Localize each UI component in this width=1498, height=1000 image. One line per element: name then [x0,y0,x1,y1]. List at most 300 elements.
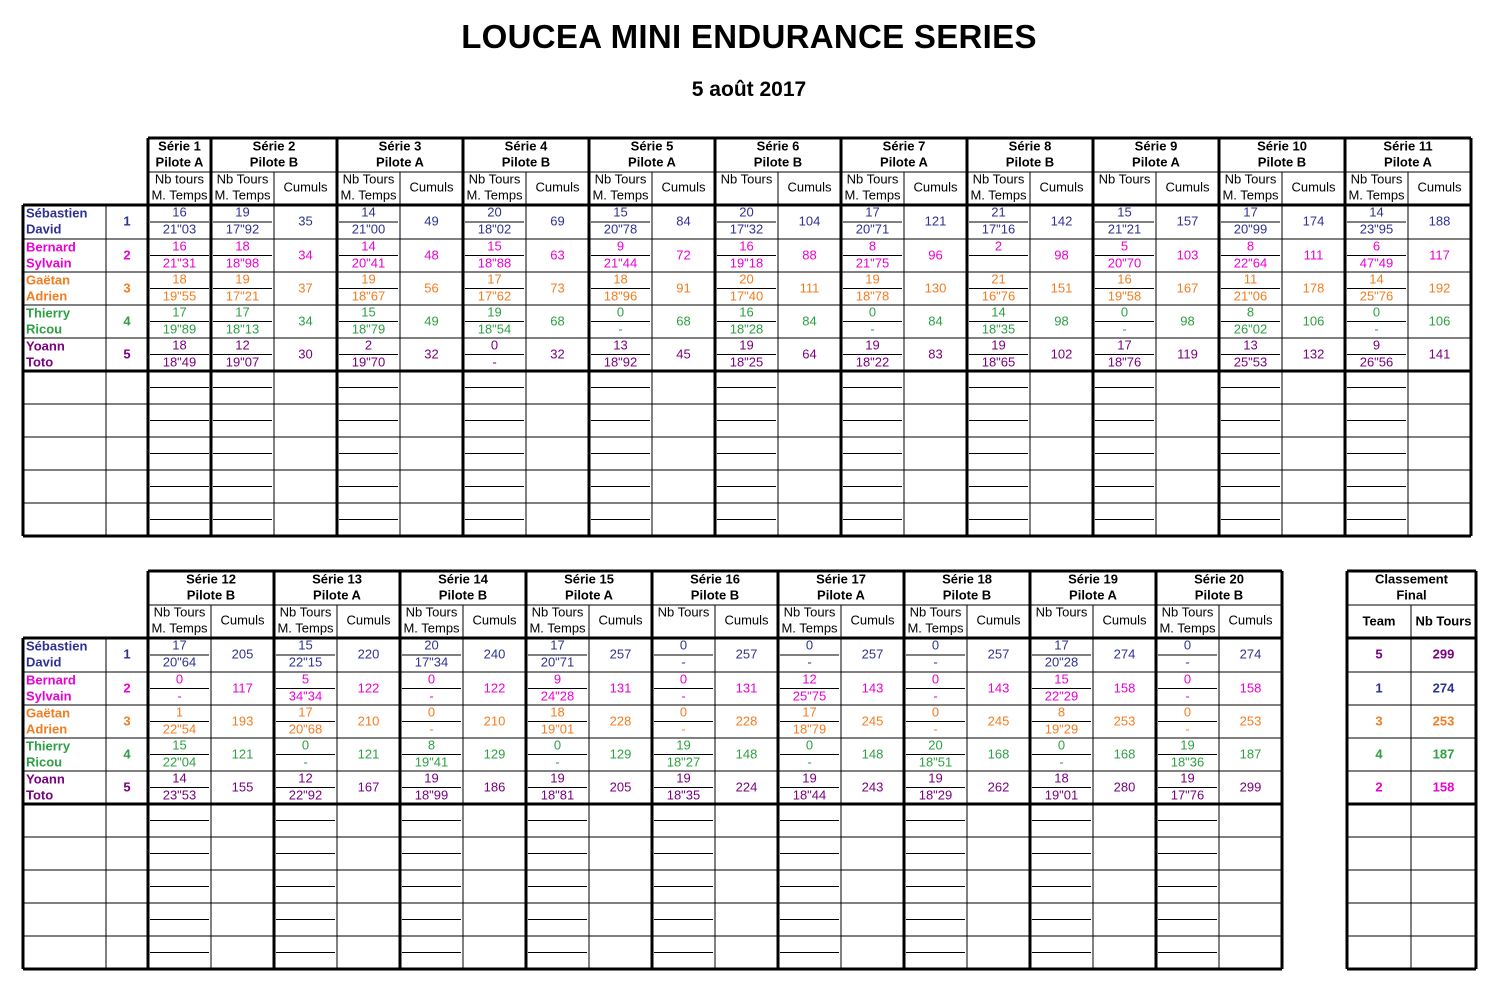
series-name: Série 9 [1134,138,1178,154]
pilot-name: Bernard [26,672,76,688]
nb-tours-value: 19 [865,271,880,287]
m-temps-header: M. Temps [214,187,271,203]
classement-table [1345,569,1478,971]
nb-tours-value: 0 [1120,304,1129,320]
m-temps-value: - [1185,654,1190,670]
cumuls-header: Cumuls [598,612,643,628]
cumul-value: 243 [861,779,884,795]
nb-tours-value: 17 [802,704,817,720]
cumuls-header: Cumuls [409,179,454,195]
cumuls-header: Cumuls [976,612,1021,628]
nb-tours-value: 1 [175,704,184,720]
cumul-value: 168 [1113,746,1136,762]
nb-tours-value: 17 [172,304,187,320]
nb-tours-value: 0 [1183,704,1192,720]
nb-tours-value: 19 [235,204,250,220]
pilot-name: Gaëtan [26,705,71,721]
cumuls-header: Cumuls [913,179,958,195]
m-temps-value: - [1185,721,1190,737]
m-temps-value: 18"99 [414,787,449,803]
m-temps-header: M. Temps [151,620,208,636]
cumul-value: 64 [802,346,817,362]
team-rank: 2 [123,680,131,696]
page-title: LOUCEA MINI ENDURANCE SERIES [461,18,1037,55]
nb-tours-value: 0 [1183,671,1192,687]
cumuls-header: Cumuls [1165,179,1210,195]
nb-tours-value: 14 [1369,204,1384,220]
cumul-value: 73 [550,280,565,296]
m-temps-value: 25"75 [792,688,827,704]
pilot-name: David [26,221,62,237]
cumul-value: 88 [802,247,817,263]
nb-tours-value: 14 [991,304,1006,320]
pilot-name: Adrien [26,721,68,737]
nb-tours-header: Nb Tours [1415,613,1472,629]
nb-tours-header: Nb Tours [720,171,773,187]
m-temps-header: M. Temps [529,620,586,636]
series-name: Série 2 [252,138,296,154]
m-temps-value: 21"44 [603,255,638,271]
pilote-label: Pilote A [817,587,865,603]
m-temps-value: 20"68 [288,721,323,737]
m-temps-value: 17"40 [729,288,764,304]
nb-tours-value: 15 [361,304,376,320]
nb-tours-value: 9 [1372,337,1381,353]
nb-tours-value: 15 [487,238,502,254]
nb-tours-value: 16 [739,238,754,254]
nb-tours-value: 17 [550,637,565,653]
nb-tours-value: 17 [1117,337,1132,353]
m-temps-value: 34"34 [288,688,323,704]
m-temps-value: 19"58 [1107,288,1142,304]
m-temps-value: 25"76 [1359,288,1394,304]
cumul-value: 121 [231,746,254,762]
nb-tours-value: 18 [613,271,628,287]
m-temps-value: 22"15 [288,654,323,670]
cumul-value: 35 [298,213,313,229]
m-temps-value: 18"79 [792,721,827,737]
cumul-value: 168 [987,746,1010,762]
team-rank: 5 [123,346,131,362]
series-name: Série 17 [816,571,866,587]
m-temps-value: 18"67 [351,288,386,304]
pilot-name: Ricou [26,321,63,337]
nb-tours-value: 12 [235,337,250,353]
m-temps-value: 20"28 [1044,654,1079,670]
team-rank: 1 [123,213,131,229]
m-temps-value: 20"78 [603,221,638,237]
cumul-value: 228 [609,713,632,729]
cumul-value: 148 [861,746,884,762]
m-temps-header: M. Temps [907,620,964,636]
series-name: Série 11 [1383,138,1433,154]
nb-tours-value: 9 [616,238,625,254]
nb-tours-value: 0 [805,737,814,753]
m-temps-value: - [681,721,686,737]
cumul-value: 193 [231,713,254,729]
m-temps-value: 22"54 [162,721,197,737]
m-temps-value: 26"56 [1359,354,1394,370]
m-temps-value: 20"71 [540,654,575,670]
nb-tours-value: 21 [991,204,1006,220]
cumul-value: 132 [1302,346,1325,362]
cumuls-header: Cumuls [346,612,391,628]
nb-tours-value: 0 [679,704,688,720]
m-temps-value: 18"51 [918,754,953,770]
page-date: 5 août 2017 [691,78,807,101]
nb-tours-value: 0 [679,637,688,653]
final-tours: 299 [1432,646,1455,662]
nb-tours-header: Nb Tours [594,171,647,187]
nb-tours-value: 17 [298,704,313,720]
pilot-name: Sylvain [26,688,72,704]
nb-tours-value: 12 [298,770,313,786]
cumul-value: 257 [735,646,758,662]
series-table [21,569,1284,971]
pilot-name: Sylvain [26,255,72,271]
m-temps-value: 18"54 [477,321,512,337]
cumul-value: 98 [1054,313,1069,329]
cumul-value: 117 [232,680,253,696]
m-temps-value: 16"76 [981,288,1016,304]
pilot-name: Bernard [26,239,76,255]
m-temps-value: 19"41 [414,754,449,770]
nb-tours-value: 14 [361,204,376,220]
m-temps-value: 23"53 [162,787,197,803]
cumul-value: 83 [928,346,943,362]
cumul-value: 210 [483,713,506,729]
m-temps-value: 21"31 [162,255,197,271]
m-temps-value: - [681,688,686,704]
pilot-name: Sébastien [26,638,88,654]
series-name: Série 6 [756,138,800,154]
nb-tours-value: 16 [739,304,754,320]
nb-tours-value: 9 [553,671,562,687]
nb-tours-value: 21 [991,271,1006,287]
cumuls-header: Cumuls [850,612,895,628]
cumuls-header: Cumuls [1291,179,1336,195]
nb-tours-value: 17 [487,271,502,287]
m-temps-value: 18"81 [540,787,575,803]
nb-tours-header: Nb Tours [846,171,899,187]
nb-tours-value: 0 [427,704,436,720]
cumul-value: 45 [676,346,691,362]
cumul-value: 167 [357,779,380,795]
m-temps-value: 17"34 [414,654,449,670]
nb-tours-value: 13 [1243,337,1258,353]
nb-tours-value: 0 [175,671,184,687]
nb-tours-value: 15 [172,737,187,753]
nb-tours-value: 15 [298,637,313,653]
series-name: Série 3 [378,138,422,154]
cumuls-header: Cumuls [1039,179,1084,195]
m-temps-value: 19"01 [540,721,575,737]
nb-tours-value: 0 [301,737,310,753]
cumuls-header: Cumuls [661,179,706,195]
team-rank: 5 [123,779,131,795]
nb-tours-header: Nb tours [154,171,205,187]
pilote-label: Pilote B [249,154,299,170]
nb-tours-value: 8 [868,238,877,254]
cumul-value: 34 [298,313,313,329]
cumul-value: 63 [550,247,565,263]
cumul-value: 103 [1176,247,1199,263]
m-temps-value: - [870,321,875,337]
m-temps-header: M. Temps [781,620,838,636]
m-temps-value: 18"76 [1107,354,1142,370]
pilot-name: Sébastien [26,205,88,221]
nb-tours-value: 18 [235,238,250,254]
cumuls-header: Cumuls [1417,179,1462,195]
team-rank: 4 [123,746,131,762]
cumul-value: 131 [609,680,632,696]
cumul-value: 122 [483,680,506,696]
cumul-value: 274 [1239,646,1262,662]
pilot-name: Thierry [26,305,71,321]
series-name: Série 15 [564,571,614,587]
nb-tours-header: Nb Tours [531,604,584,620]
m-temps-value: 21"06 [1233,288,1268,304]
cumul-value: 299 [1239,779,1262,795]
m-temps-value: - [807,754,812,770]
m-temps-header: M. Temps [403,620,460,636]
final-tours: 187 [1432,746,1455,762]
series-name: Série 7 [882,138,926,154]
nb-tours-value: 15 [1054,671,1069,687]
nb-tours-value: 0 [931,637,940,653]
nb-tours-value: 19 [928,770,943,786]
pilote-label: Pilote A [565,587,613,603]
m-temps-header: M. Temps [592,187,649,203]
nb-tours-value: 0 [679,671,688,687]
cumul-value: 192 [1428,280,1451,296]
nb-tours-value: 18 [550,704,565,720]
pilote-label: Pilote B [942,587,992,603]
cumul-value: 148 [735,746,758,762]
series-name: Série 14 [438,571,488,587]
cumul-value: 32 [550,346,565,362]
cumul-value: 102 [1050,346,1073,362]
nb-tours-value: 14 [1369,271,1384,287]
m-temps-value: - [429,688,434,704]
cumul-value: 205 [609,779,632,795]
pilot-name: David [26,654,62,670]
cumul-value: 245 [987,713,1010,729]
nb-tours-value: 17 [172,637,187,653]
series-name: Série 12 [186,571,236,587]
cumul-value: 167 [1176,280,1199,296]
nb-tours-value: 0 [931,704,940,720]
nb-tours-value: 19 [361,271,376,287]
final-team: 2 [1375,779,1383,795]
m-temps-value: 18"79 [351,321,386,337]
m-temps-value: - [618,321,623,337]
cumul-value: 32 [424,346,439,362]
nb-tours-value: 8 [427,737,436,753]
nb-tours-value: 6 [1372,238,1381,254]
m-temps-value: 19"07 [225,354,260,370]
nb-tours-header: Nb Tours [1224,171,1277,187]
cumul-value: 257 [609,646,632,662]
cumul-value: 186 [483,779,506,795]
nb-tours-value: 19 [1180,770,1195,786]
cumul-value: 49 [424,213,439,229]
nb-tours-header: Nb Tours [342,171,395,187]
pilote-label: Pilote A [155,154,204,170]
pilote-label: Pilote B [438,587,488,603]
cumuls-header: Cumuls [787,179,832,195]
series-name: Série 4 [504,138,548,154]
m-temps-value: 18"25 [729,354,764,370]
cumul-value: 111 [1303,247,1324,263]
cumul-value: 253 [1113,713,1136,729]
m-temps-value: 22"29 [1044,688,1079,704]
nb-tours-value: 14 [172,770,187,786]
pilote-label: Pilote A [880,154,928,170]
nb-tours-header: Nb Tours [1161,604,1214,620]
nb-tours-value: 19 [676,770,691,786]
cumul-value: 37 [298,280,313,296]
nb-tours-value: 15 [613,204,628,220]
cumul-value: 158 [1239,680,1262,696]
pilote-label: Pilote B [1194,587,1244,603]
cumul-value: 111 [799,280,820,296]
cumul-value: 34 [298,247,313,263]
series-name: Série 18 [942,571,992,587]
nb-tours-value: 11 [1243,271,1258,287]
nb-tours-value: 8 [1246,304,1255,320]
cumul-value: 205 [231,646,254,662]
nb-tours-value: 18 [172,337,187,353]
m-temps-value: - [1185,688,1190,704]
cumul-value: 178 [1302,280,1325,296]
pilote-label: Pilote B [1257,154,1307,170]
cumul-value: 68 [550,313,565,329]
m-temps-value: 47"49 [1359,255,1394,271]
nb-tours-value: 17 [865,204,880,220]
m-temps-value: 18"44 [792,787,827,803]
cumul-value: 30 [298,346,313,362]
m-temps-value: - [303,754,308,770]
nb-tours-value: 16 [172,238,187,254]
nb-tours-value: 8 [1246,238,1255,254]
m-temps-value: 17"62 [477,288,512,304]
series-table [21,136,1473,538]
cumul-value: 262 [987,779,1010,795]
cumul-value: 155 [231,779,254,795]
series-name: Série 16 [690,571,740,587]
pilot-name: Toto [26,354,54,370]
m-temps-value: - [933,688,938,704]
nb-tours-value: 17 [1243,204,1258,220]
nb-tours-value: 2 [364,337,373,353]
m-temps-value: 25"53 [1233,354,1268,370]
series-name: Série 1 [158,138,201,154]
classement-title: Classement [1375,571,1448,587]
nb-tours-value: 19 [739,337,754,353]
cumul-value: 121 [924,213,947,229]
nb-tours-value: 12 [802,671,817,687]
m-temps-value: - [681,654,686,670]
series-name: Série 5 [630,138,674,154]
nb-tours-value: 19 [235,271,250,287]
m-temps-value: - [177,688,182,704]
nb-tours-value: 5 [1120,238,1129,254]
nb-tours-value: 13 [613,337,628,353]
nb-tours-value: 19 [487,304,502,320]
nb-tours-value: 19 [676,737,691,753]
nb-tours-header: Nb Tours [405,604,458,620]
m-temps-value: 20"41 [351,255,386,271]
nb-tours-value: 0 [553,737,562,753]
nb-tours-value: 20 [928,737,943,753]
team-rank: 3 [123,713,131,729]
nb-tours-value: 16 [172,204,187,220]
cumul-value: 142 [1050,213,1073,229]
m-temps-value: 17"92 [225,221,260,237]
cumuls-header: Cumuls [472,612,517,628]
nb-tours-value: 2 [994,238,1003,254]
cumul-value: 98 [1180,313,1195,329]
m-temps-header: M. Temps [466,187,523,203]
nb-tours-value: 14 [361,238,376,254]
pilote-label: Pilote A [1069,587,1117,603]
m-temps-value: 21"00 [351,221,386,237]
m-temps-value: 18"36 [1170,754,1205,770]
m-temps-value: 18"35 [981,321,1016,337]
nb-tours-header: Nb Tours [1098,171,1151,187]
nb-tours-header: Nb Tours [657,604,710,620]
m-temps-header: M. Temps [1222,187,1279,203]
cumul-value: 131 [735,680,758,696]
m-temps-value: 20"99 [1233,221,1268,237]
cumul-value: 91 [676,280,691,296]
m-temps-value: 18"88 [477,255,512,271]
cumul-value: 245 [861,713,884,729]
nb-tours-value: 0 [427,671,436,687]
cumul-value: 106 [1302,313,1325,329]
m-temps-header: M. Temps [844,187,901,203]
final-tours: 274 [1432,680,1455,696]
m-temps-value: 21"21 [1107,221,1142,237]
pilote-label: Pilote B [1005,154,1055,170]
final-team: 3 [1375,713,1383,729]
pilot-name: Adrien [26,288,68,304]
pilote-label: Pilote A [1132,154,1180,170]
nb-tours-value: 0 [1057,737,1066,753]
cumul-value: 224 [735,779,758,795]
nb-tours-value: 20 [739,204,754,220]
m-temps-value: 21"75 [855,255,890,271]
cumul-value: 257 [861,646,884,662]
m-temps-value: 24"28 [540,688,575,704]
cumul-value: 130 [924,280,947,296]
nb-tours-value: 15 [1117,204,1132,220]
nb-tours-value: 18 [1054,770,1069,786]
nb-tours-value: 20 [739,271,754,287]
final-team: 5 [1375,646,1383,662]
m-temps-value: - [1059,754,1064,770]
cumul-value: 151 [1050,280,1073,296]
cumul-value: 240 [483,646,506,662]
series-name: Série 13 [312,571,362,587]
cumul-value: 174 [1302,213,1325,229]
m-temps-value: 18"29 [918,787,953,803]
final-team: 1 [1375,680,1383,696]
team-rank: 3 [123,280,131,296]
pilote-label: Pilote A [1384,154,1432,170]
team-rank: 2 [123,247,131,263]
